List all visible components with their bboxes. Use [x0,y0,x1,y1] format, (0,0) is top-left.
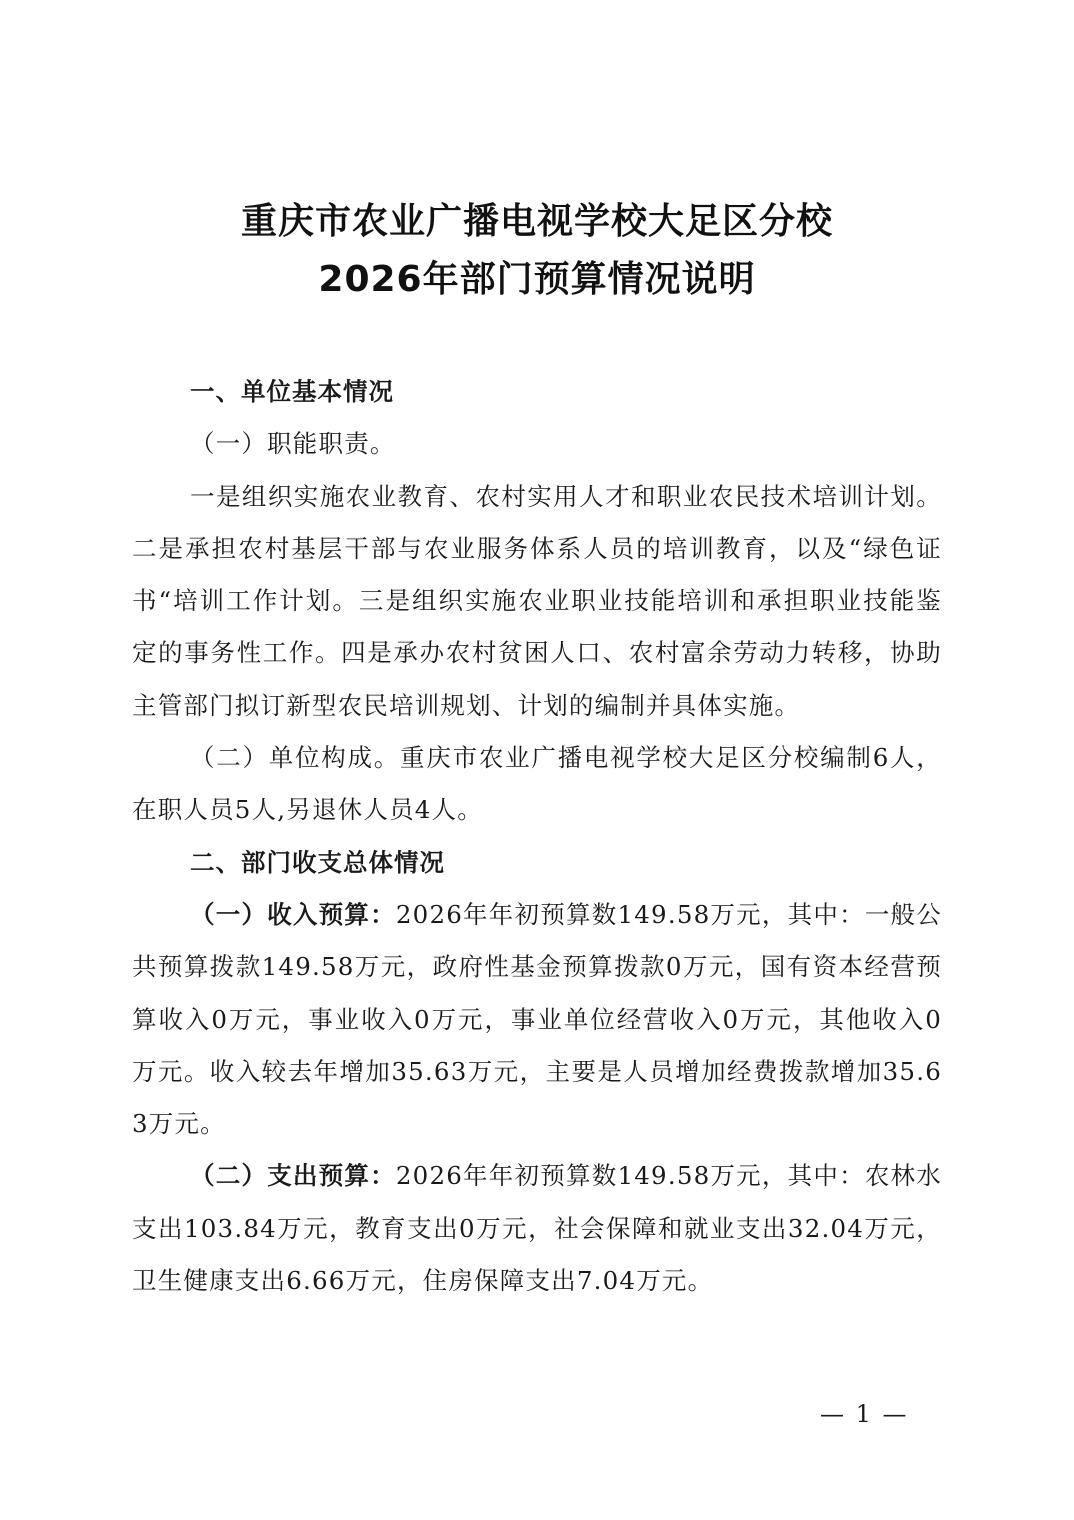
section-heading-budget-overview: 二、部门收支总体情况 [190,847,445,877]
paragraph-income-budget [132,889,942,1150]
document-title-line2: 2026年部门预算情况说明 [318,259,756,300]
expense-budget-text: 2026年年初预算数149.58万元，其中：农林水支出103.84万元，教育支出0万元，社会保障和就业支出32.04万元，卫生健康支出6.66万元，住房保障支出7.04万元。 [132,1161,942,1296]
paragraph-functions: 一是组织实施农业教育、农村实用人才和职业农民技术培训计划。二是承担农村基层干部与农业服务体系人员的培训教育，以及“绿色证书“培训工作计划。三是组织实施农业职业技能培训和承担职业技能鉴定的事务性工作。四是承办农村贫困人口、农村富余劳动力转移，协助主管部门拟订新型农民培训规划、计划的编制并具体实施。 [132,481,942,720]
subsection-heading-functions: （一）职能职责。 [190,429,396,459]
document-title-line1: 重庆市农业广播电视学校大足区分校 [240,201,833,242]
expense-budget-lead: （二）支出预算： [190,1161,396,1191]
document-body [132,366,942,1307]
income-budget-lead: （一）收入预算： [190,899,396,929]
section-heading-unit-basics: 一、单位基本情况 [190,377,394,406]
income-budget-text: 2026年年初预算数149.58万元，其中：一般公共预算拨款149.58万元，政府性基金预算拨款0万元，国有资本经营预算收入0万元，事业收入0万元，事业单位经营收入0万元，其他收入0万元。收入较去年增加35.63万元，主要是人员增加经费拨款增加35.63万元。 [132,899,942,1139]
page-number: — 1 — [820,1400,909,1428]
paragraph-expense-budget [132,1150,942,1307]
paragraph-unit-composition: （二）单位构成。重庆市农业广播电视学校大足区分校编制6人，在职人员5人,另退休人员4人。 [132,743,942,825]
